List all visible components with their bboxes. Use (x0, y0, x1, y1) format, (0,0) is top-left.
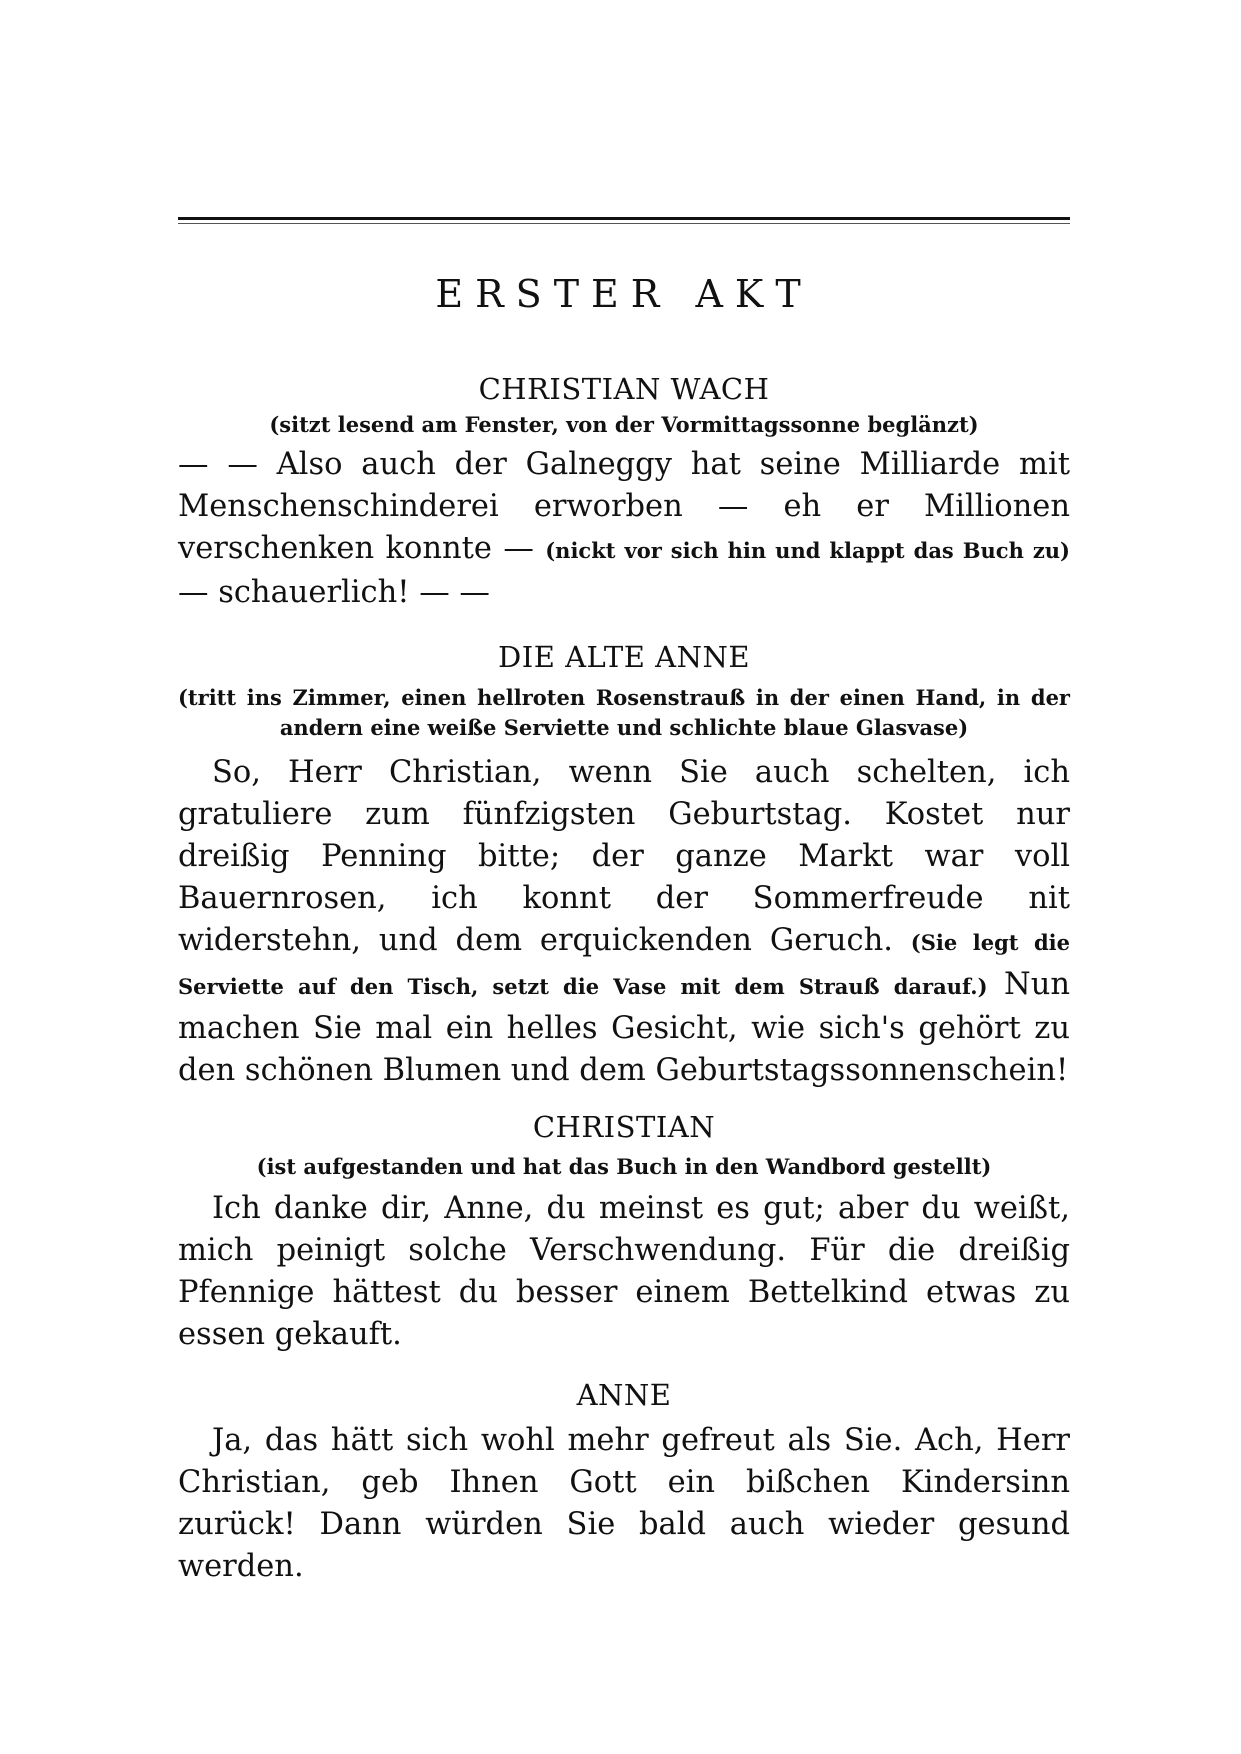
speech-part: So, Herr Christian, wenn Sie auch schelten, ich gratuliere zum fünfzigsten Geburtstag. Kostet nur dreißig Penning bitte; der ganze Markt war voll Bauernrosen, ich konnt der Sommerfreude nit widerstehn, und dem erquickenden Geruch. (178, 755, 1070, 958)
speech-part: — — Also auch der Galneggy hat seine Milliarde mit Menschenschinderei erworben — eh er Millionen verschenken konnte — (178, 447, 1070, 566)
inline-stage-direction: (Sie legt die Serviette auf den Tisch, setzt die Vase mit dem Strauß darauf.) (178, 930, 1070, 999)
stage-direction: (sitzt lesend am Fenster, von der Vormittagssonne beglänzt) (269, 412, 979, 437)
act-title: ERSTER AKT (435, 272, 813, 316)
speech-text: Ich danke dir, Anne, du meinst es gut; aber du weißt, mich peinigt solche Verschwendung. Für die dreißig Pfennige hättest du besser einem Bettelkind etwas zu essen gekauft. (178, 1191, 1070, 1352)
speaker-name: CHRISTIAN (532, 1110, 716, 1144)
speaker-name: DIE ALTE ANNE (497, 640, 751, 674)
speech-text (178, 752, 1070, 1092)
speech-text: Ja, das hätt sich wohl mehr gefreut als Sie. Ach, Herr Christian, geb Ihnen Gott ein bißchen Kindersinn zurück! Dann würden Sie bald auch wieder gesund werden. (178, 1423, 1070, 1584)
speaker-name: ANNE (576, 1378, 672, 1412)
inline-stage-direction: (nickt vor sich hin und klappt das Buch zu) (545, 538, 1070, 563)
speech-part: — schauerlich! — — (178, 575, 490, 610)
stage-direction: (tritt ins Zimmer, einen hellroten Rosenstrauß in der einen Hand, in der andern eine weiße Serviette und schlichte blaue Glasvase) (178, 685, 1070, 740)
speaker-name: CHRISTIAN WACH (478, 372, 770, 406)
speech-part: Nun machen Sie mal ein helles Gesicht, wie sich's gehört zu den schönen Blumen und dem Geburtstagssonnenschein! (178, 967, 1070, 1088)
speech-text (178, 444, 1070, 614)
stage-direction: (ist aufgestanden und hat das Buch in den Wandbord gestellt) (256, 1154, 992, 1179)
header-rule (178, 217, 1070, 220)
